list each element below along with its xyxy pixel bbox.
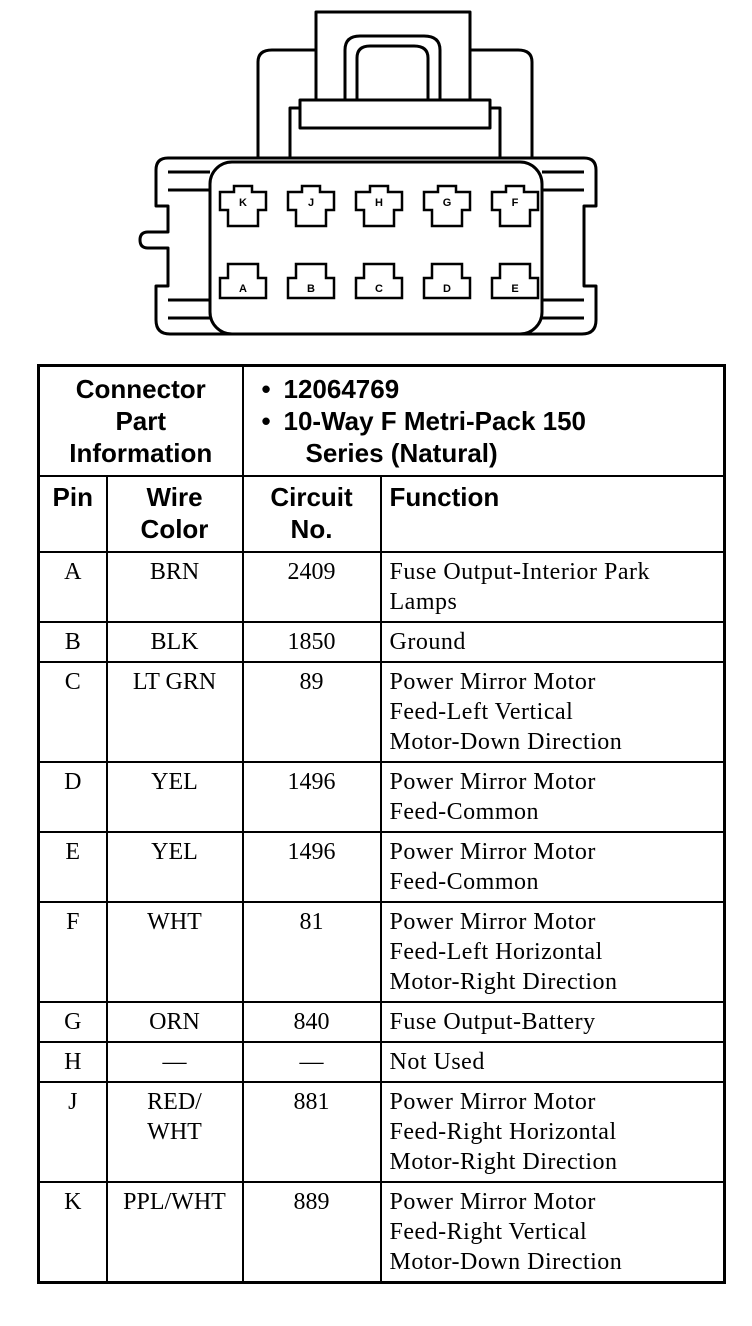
pin-label-c: C	[375, 283, 383, 295]
circuit-cell: —	[243, 1042, 381, 1082]
circuit-cell: 881	[243, 1082, 381, 1182]
pin-label-b: B	[307, 283, 315, 295]
wire-color-cell: —	[107, 1042, 243, 1082]
function-cell: Ground	[381, 622, 725, 662]
wire-color-cell: RED/ WHT	[107, 1082, 243, 1182]
pin-cell: H	[39, 1042, 107, 1082]
pin-cell: J	[39, 1082, 107, 1182]
wire-color-cell: BLK	[107, 622, 243, 662]
wire-color-cell: YEL	[107, 762, 243, 832]
function-cell: Power Mirror Motor Feed-Left Horizontal Motor-Right Direction	[381, 902, 725, 1002]
part-info-label: Connector Part Information	[39, 366, 243, 476]
pin-label-h: H	[375, 197, 383, 209]
function-cell: Power Mirror Motor Feed-Right Vertical Motor-Down Direction	[381, 1182, 725, 1283]
pin-label-k: K	[239, 197, 247, 209]
part-info-row	[39, 366, 725, 476]
wire-color-cell: WHT	[107, 902, 243, 1002]
table-row	[39, 1042, 725, 1082]
table-row	[39, 622, 725, 662]
column-header-pin: Pin	[39, 476, 107, 552]
part-number: • 12064769	[261, 374, 400, 404]
part-description-line-2: Series (Natural)	[305, 438, 498, 468]
pin-label-e: E	[511, 283, 519, 295]
pin-cell: B	[39, 622, 107, 662]
function-cell: Power Mirror Motor Feed-Right Horizontal Motor-Right Direction	[381, 1082, 725, 1182]
circuit-cell: 1496	[243, 762, 381, 832]
table-row	[39, 762, 725, 832]
circuit-cell: 889	[243, 1182, 381, 1283]
pin-cell: C	[39, 662, 107, 762]
wire-color-cell: LT GRN	[107, 662, 243, 762]
pin-cell: G	[39, 1002, 107, 1042]
table-row	[39, 902, 725, 1002]
function-cell: Not Used	[381, 1042, 725, 1082]
table-row	[39, 1182, 725, 1283]
part-info-details	[243, 366, 725, 476]
circuit-cell: 840	[243, 1002, 381, 1042]
table-row	[39, 662, 725, 762]
wire-color-cell: ORN	[107, 1002, 243, 1042]
pin-label-a: A	[239, 283, 247, 295]
pin-cell: F	[39, 902, 107, 1002]
column-header-wire-color: Wire Color	[107, 476, 243, 552]
table-row	[39, 1002, 725, 1042]
pin-cell: D	[39, 762, 107, 832]
pin-cell: K	[39, 1182, 107, 1283]
column-header-row	[39, 476, 725, 552]
pin-table	[37, 364, 726, 1284]
pin-label-d: D	[443, 283, 451, 295]
circuit-cell: 1850	[243, 622, 381, 662]
circuit-cell: 81	[243, 902, 381, 1002]
table-row	[39, 832, 725, 902]
wire-color-cell: YEL	[107, 832, 243, 902]
function-cell: Fuse Output-Battery	[381, 1002, 725, 1042]
function-cell: Power Mirror Motor Feed-Common	[381, 762, 725, 832]
column-header-function: Function	[381, 476, 725, 552]
wire-color-cell: BRN	[107, 552, 243, 622]
function-cell: Power Mirror Motor Feed-Common	[381, 832, 725, 902]
table-row	[39, 552, 725, 622]
part-description-line-1: • 10-Way F Metri-Pack 150	[261, 406, 587, 436]
circuit-cell: 2409	[243, 552, 381, 622]
table-row	[39, 1082, 725, 1182]
pin-cell: E	[39, 832, 107, 902]
wire-color-cell: PPL/WHT	[107, 1182, 243, 1283]
pin-cell: A	[39, 552, 107, 622]
connector-diagram	[0, 0, 752, 350]
circuit-cell: 1496	[243, 832, 381, 902]
function-cell: Fuse Output-Interior Park Lamps	[381, 552, 725, 622]
pin-label-g: G	[442, 197, 452, 209]
function-cell: Power Mirror Motor Feed-Left Vertical Motor-Down Direction	[381, 662, 725, 762]
column-header-circuit: Circuit No.	[243, 476, 381, 552]
circuit-cell: 89	[243, 662, 381, 762]
pin-label-j: J	[307, 197, 315, 209]
pin-label-f: F	[511, 197, 519, 209]
